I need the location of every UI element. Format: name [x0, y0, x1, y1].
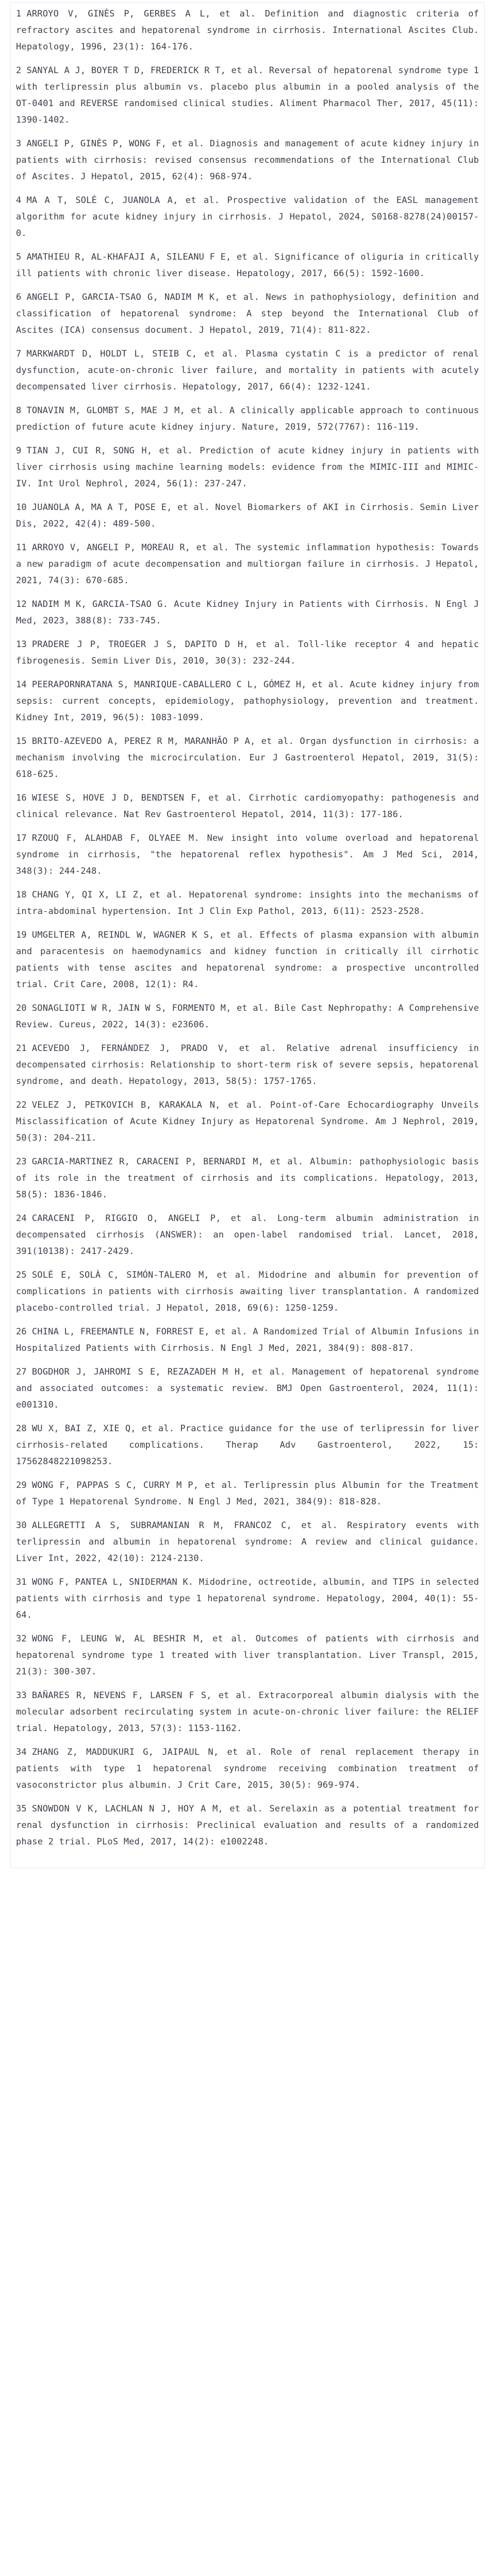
- reference-number: 24: [16, 1213, 27, 1224]
- reference-item: [16, 289, 479, 338]
- reference-number: 19: [16, 930, 27, 940]
- reference-item: [16, 1324, 479, 1357]
- reference-number: 16: [16, 793, 27, 803]
- reference-number: 13: [16, 639, 27, 650]
- reference-number: 11: [16, 543, 27, 553]
- reference-number: 14: [16, 680, 27, 690]
- reference-number: 4: [16, 195, 22, 206]
- reference-item: [16, 1687, 479, 1737]
- reference-item: [16, 346, 479, 395]
- reference-text: WONG F, PANTEA L, SNIDERMAN K. Midodrine, octreotide, albumin, and TIPS in selected patients with cirrhosis and type 1 hepatorenal syndrome. Hepatology, 2004, 40(1): 55-64.: [16, 1577, 479, 1620]
- reference-text: CHANG Y, QI X, LI Z, et al. Hepatorenal syndrome: insights into the mechanisms of intra-abdominal hypertension. Int J Clin Exp Pathol, 2013, 6(11): 2523-2528.: [16, 890, 479, 917]
- reference-number: 12: [16, 599, 27, 609]
- reference-number: 10: [16, 502, 27, 513]
- reference-text: BAÑARES R, NEVENS F, LARSEN F S, et al. Extracorporeal albumin dialysis with the molecular adsorbent recirculating system in acute-on-chronic liver failure: the RELIEF trial. Hepatology, 2013, 57(3): 1153-1162.: [16, 1690, 479, 1734]
- reference-number: 23: [16, 1157, 27, 1167]
- reference-text: TONAVIN M, GLOMBT S, MAE J M, et al. A clinically applicable approach to continuous prediction of future acute kidney injury. Nature, 2019, 572(7767): 116-119.: [16, 405, 479, 432]
- reference-text: RZOUQ F, ALAHDAB F, OLYAEE M. New insight into volume overload and hepatorenal syndrome in cirrhosis, "the hepatorenal reflex hypothesis". Am J Med Sci, 2014, 348(3): 244-248.: [16, 833, 479, 876]
- reference-item: [16, 830, 479, 879]
- reference-text: TIAN J, CUI R, SONG H, et al. Prediction of acute kidney injury in patients with liver cirrhosis using machine learning models: evidence from the MIMIC-III and MIMIC-IV. Int Urol Nephrol, 2024, 56(1): 237-247.: [16, 446, 479, 489]
- reference-item: [16, 1364, 479, 1413]
- reference-number: 31: [16, 1577, 27, 1587]
- reference-item: [16, 1267, 479, 1316]
- reference-text: ZHANG Z, MADDUKURI G, JAIPAUL N, et al. Role of renal replacement therapy in patients with type 1 hepatorenal syndrome receiving combination treatment of vasoconstrictor plus albumin. J Crit Care, 2015, 30(5): 969-974.: [16, 1747, 479, 1790]
- reference-text: WONG F, PAPPAS S C, CURRY M P, et al. Terlipressin plus Albumin for the Treatment of Type 1 Hepatorenal Syndrome. N Engl J Med, 2021, 384(9): 818-828.: [16, 1480, 479, 1507]
- reference-text: MA A T, SOLÉ C, JUANOLA A, et al. Prospective validation of the EASL management algorithm for acute kidney injury in cirrhosis. J Hepatol, 2024, S0168-8278(24)00157-0.: [16, 195, 479, 239]
- reference-number: 6: [16, 292, 22, 302]
- reference-number: 29: [16, 1480, 27, 1490]
- reference-number: 9: [16, 446, 22, 456]
- reference-number: 27: [16, 1367, 27, 1377]
- reference-number: 20: [16, 1003, 27, 1013]
- reference-item: [16, 1744, 479, 1793]
- reference-number: 22: [16, 1100, 27, 1110]
- reference-item: [16, 1154, 479, 1203]
- reference-number: 32: [16, 1634, 27, 1644]
- reference-list: [16, 6, 479, 1850]
- reference-text: PEERAPORNRATANA S, MANRIQUE-CABALLERO C L, GÓMEZ H, et al. Acute kidney injury from sepsis: current concepts, epidemiology, pathophysiology, prevention and treatment. Kidney Int, 2019, 96(5): 1083-1099.: [16, 680, 479, 723]
- reference-number: 2: [16, 65, 22, 76]
- reference-panel: [10, 2, 485, 1868]
- reference-number: 17: [16, 833, 27, 843]
- reference-text: SNOWDON V K, LACHLAN N J, HOY A M, et al. Serelaxin as a potential treatment for renal dysfunction in cirrhosis: Preclinical evaluation and results of a randomized phase 2 trial. PLoS Med, 2017, 14(2): e1002248.: [16, 1804, 479, 1847]
- reference-number: 26: [16, 1327, 27, 1337]
- reference-text: SOLÉ E, SOLÀ C, SIMÓN-TALERO M, et al. Midodrine and albumin for prevention of complications in patients with cirrhosis awaiting liver transplantation. A randomized placebo-controlled trial. J Hepatol, 2018, 69(6): 1250-1259.: [16, 1270, 479, 1313]
- reference-text: BRITO-AZEVEDO A, PEREZ R M, MARANHÃO P A, et al. Organ dysfunction in cirrhosis: a mechanism involving the microcirculation. Eur J Gastroenterol Hepatol, 2019, 31(5): 618-625.: [16, 736, 479, 779]
- reference-text: WIESE S, HOVE J D, BENDTSEN F, et al. Cirrhotic cardiomyopathy: pathogenesis and clinical relevance. Nat Rev Gastroenterol Hepatol, 2014, 11(3): 177-186.: [16, 793, 479, 820]
- reference-text: SANYAL A J, BOYER T D, FREDERICK R T, et al. Reversal of hepatorenal syndrome type 1 with terlipressin plus albumin vs. placebo plus albumin in a pooled analysis of the OT-0401 and REVERSE randomised clinical studies. Aliment Pharmacol Ther, 2017, 45(11): 1390-1402.: [16, 65, 479, 125]
- reference-number: 35: [16, 1804, 27, 1814]
- reference-text: ALLEGRETTI A S, SUBRAMANIAN R M, FRANCOZ C, et al. Respiratory events with terlipressin and albumin in hepatorenal syndrome: A review and clinical guidance. Liver Int, 2022, 42(10): 2124-2130.: [16, 1520, 479, 1564]
- reference-item: [16, 192, 479, 242]
- reference-number: 34: [16, 1747, 27, 1757]
- reference-item: [16, 636, 479, 669]
- reference-item: [16, 733, 479, 783]
- reference-text: PRADERE J P, TROEGER J S, DAPITO D H, et al. Toll-like receptor 4 and hepatic fibrogenesis. Semin Liver Dis, 2010, 30(3): 232-244.: [16, 639, 479, 666]
- reference-text: SONAGLIOTI W R, JAIN W S, FORMENTO M, et al. Bile Cast Nephropathy: A Comprehensive Review. Cureus, 2022, 14(3): e23606.: [16, 1003, 479, 1030]
- reference-item: [16, 402, 479, 435]
- reference-item: [16, 1210, 479, 1260]
- reference-text: WU X, BAI Z, XIE Q, et al. Practice guidance for the use of terlipressin for liver cirrhosis-related complications. Therap Adv Gastroenterol, 2022, 15: 17562848221098253.: [16, 1423, 479, 1467]
- reference-item: [16, 927, 479, 993]
- reference-item: [16, 1631, 479, 1680]
- reference-item: [16, 1420, 479, 1470]
- reference-number: 7: [16, 349, 22, 359]
- reference-item: [16, 1801, 479, 1850]
- reference-number: 25: [16, 1270, 27, 1280]
- reference-text: CHINA L, FREEMANTLE N, FORREST E, et al. A Randomized Trial of Albumin Infusions in Hospitalized Patients with Cirrhosis. N Engl J Med, 2021, 384(9): 808-817.: [16, 1327, 479, 1353]
- reference-text: ARROYO V, ANGELI P, MOREAU R, et al. The systemic inflammation hypothesis: Towards a new paradigm of acute decompensation and multiorgan failure in cirrhosis. J Hepatol, 2021, 74(3): 670-685.: [16, 543, 479, 586]
- reference-text: ARROYO V, GINÈS P, GERBES A L, et al. Definition and diagnostic criteria of refractory ascites and hepatorenal syndrome in cirrhosis. International Ascites Club. Hepatology, 1996, 23(1): 164-176.: [16, 9, 479, 52]
- reference-number: 3: [16, 139, 22, 149]
- reference-text: NADIM M K, GARCIA-TSAO G. Acute Kidney Injury in Patients with Cirrhosis. N Engl J Med, 2023, 388(8): 733-745.: [16, 599, 479, 626]
- reference-text: ANGELI P, GINÈS P, WONG F, et al. Diagnosis and management of acute kidney injury in patients with cirrhosis: revised consensus recommendations of the International Club of Ascites. J Hepatol, 2015, 62(4): 968-974.: [16, 139, 479, 182]
- reference-item: [16, 1477, 479, 1510]
- reference-item: [16, 443, 479, 492]
- reference-item: [16, 887, 479, 920]
- reference-text: JUANOLA A, MA A T, POSE E, et al. Novel Biomarkers of AKI in Cirrhosis. Semin Liver Dis, 2022, 42(4): 489-500.: [16, 502, 479, 529]
- reference-item: [16, 1040, 479, 1090]
- reference-text: WONG F, LEUNG W, AL BESHIR M, et al. Outcomes of patients with cirrhosis and hepatorenal syndrome type 1 treated with liver transplantation. Liver Transpl, 2015, 21(3): 300-307.: [16, 1634, 479, 1677]
- reference-text: ACEVEDO J, FERNÁNDEZ J, PRADO V, et al. Relative adrenal insufficiency in decompensated cirrhosis: Relationship to short-term risk of severe sepsis, hepatorenal syndrome, and death. Hepatology, 2013, 58(5): 1757-1765.: [16, 1043, 479, 1087]
- reference-text: UMGELTER A, REINDL W, WAGNER K S, et al. Effects of plasma expansion with albumin and paracentesis on haemodynamics and kidney function in critically ill cirrhotic patients with tense ascites and hepatorenal syndrome: a prospective uncontrolled trial. Crit Care, 2008, 12(1): R4.: [16, 930, 479, 990]
- reference-number: 1: [16, 9, 22, 19]
- reference-item: [16, 790, 479, 823]
- reference-item: [16, 1000, 479, 1033]
- reference-text: AMATHIEU R, AL-KHAFAJI A, SILEANU F E, et al. Significance of oliguria in critically ill patients with chronic liver disease. Hepatology, 2017, 66(5): 1592-1600.: [16, 252, 479, 279]
- reference-item: [16, 539, 479, 589]
- reference-item: [16, 62, 479, 128]
- reference-number: 5: [16, 252, 22, 262]
- reference-text: MARKWARDT D, HOLDT L, STEIB C, et al. Plasma cystatin C is a predictor of renal dysfunction, acute-on-chronic liver failure, and mortality in patients with acutely decompensated liver cirrhosis. Hepatology, 2017, 66(4): 1232-1241.: [16, 349, 479, 392]
- reference-number: 21: [16, 1043, 27, 1054]
- reference-item: [16, 1574, 479, 1623]
- reference-item: [16, 135, 479, 185]
- reference-item: [16, 6, 479, 55]
- reference-number: 18: [16, 890, 27, 900]
- reference-item: [16, 676, 479, 726]
- reference-number: 8: [16, 405, 22, 416]
- reference-number: 33: [16, 1690, 27, 1701]
- reference-text: VELEZ J, PETKOVICH B, KARAKALA N, et al. Point-of-Care Echocardiography Unveils Misclassification of Acute Kidney Injury as Hepatorenal Syndrome. Am J Nephrol, 2019, 50(3): 204-211.: [16, 1100, 479, 1143]
- reference-text: CARACENI P, RIGGIO O, ANGELI P, et al. Long-term albumin administration in decompensated cirrhosis (ANSWER): an open-label randomised trial. Lancet, 2018, 391(10138): 2417-2429.: [16, 1213, 479, 1257]
- reference-text: BOGDHOR J, JAHROMI S E, REZAZADEH M H, et al. Management of hepatorenal syndrome and associated outcomes: a systematic review. BMJ Open Gastroenterol, 2024, 11(1): e001310.: [16, 1367, 479, 1410]
- reference-item: [16, 249, 479, 282]
- reference-item: [16, 1517, 479, 1567]
- reference-text: GARCIA-MARTINEZ R, CARACENI P, BERNARDI M, et al. Albumin: pathophysiologic basis of its role in the treatment of cirrhosis and its complications. Hepatology, 2013, 58(5): 1836-1846.: [16, 1157, 479, 1200]
- reference-number: 30: [16, 1520, 27, 1531]
- reference-number: 28: [16, 1423, 27, 1434]
- reference-item: [16, 499, 479, 532]
- reference-item: [16, 1097, 479, 1146]
- reference-item: [16, 596, 479, 629]
- reference-text: ANGELI P, GARCIA-TSAO G, NADIM M K, et al. News in pathophysiology, definition and classification of hepatorenal syndrome: A step beyond the International Club of Ascites (ICA) consensus document. J Hepatol, 2019, 71(4): 811-822.: [16, 292, 479, 335]
- reference-number: 15: [16, 736, 27, 747]
